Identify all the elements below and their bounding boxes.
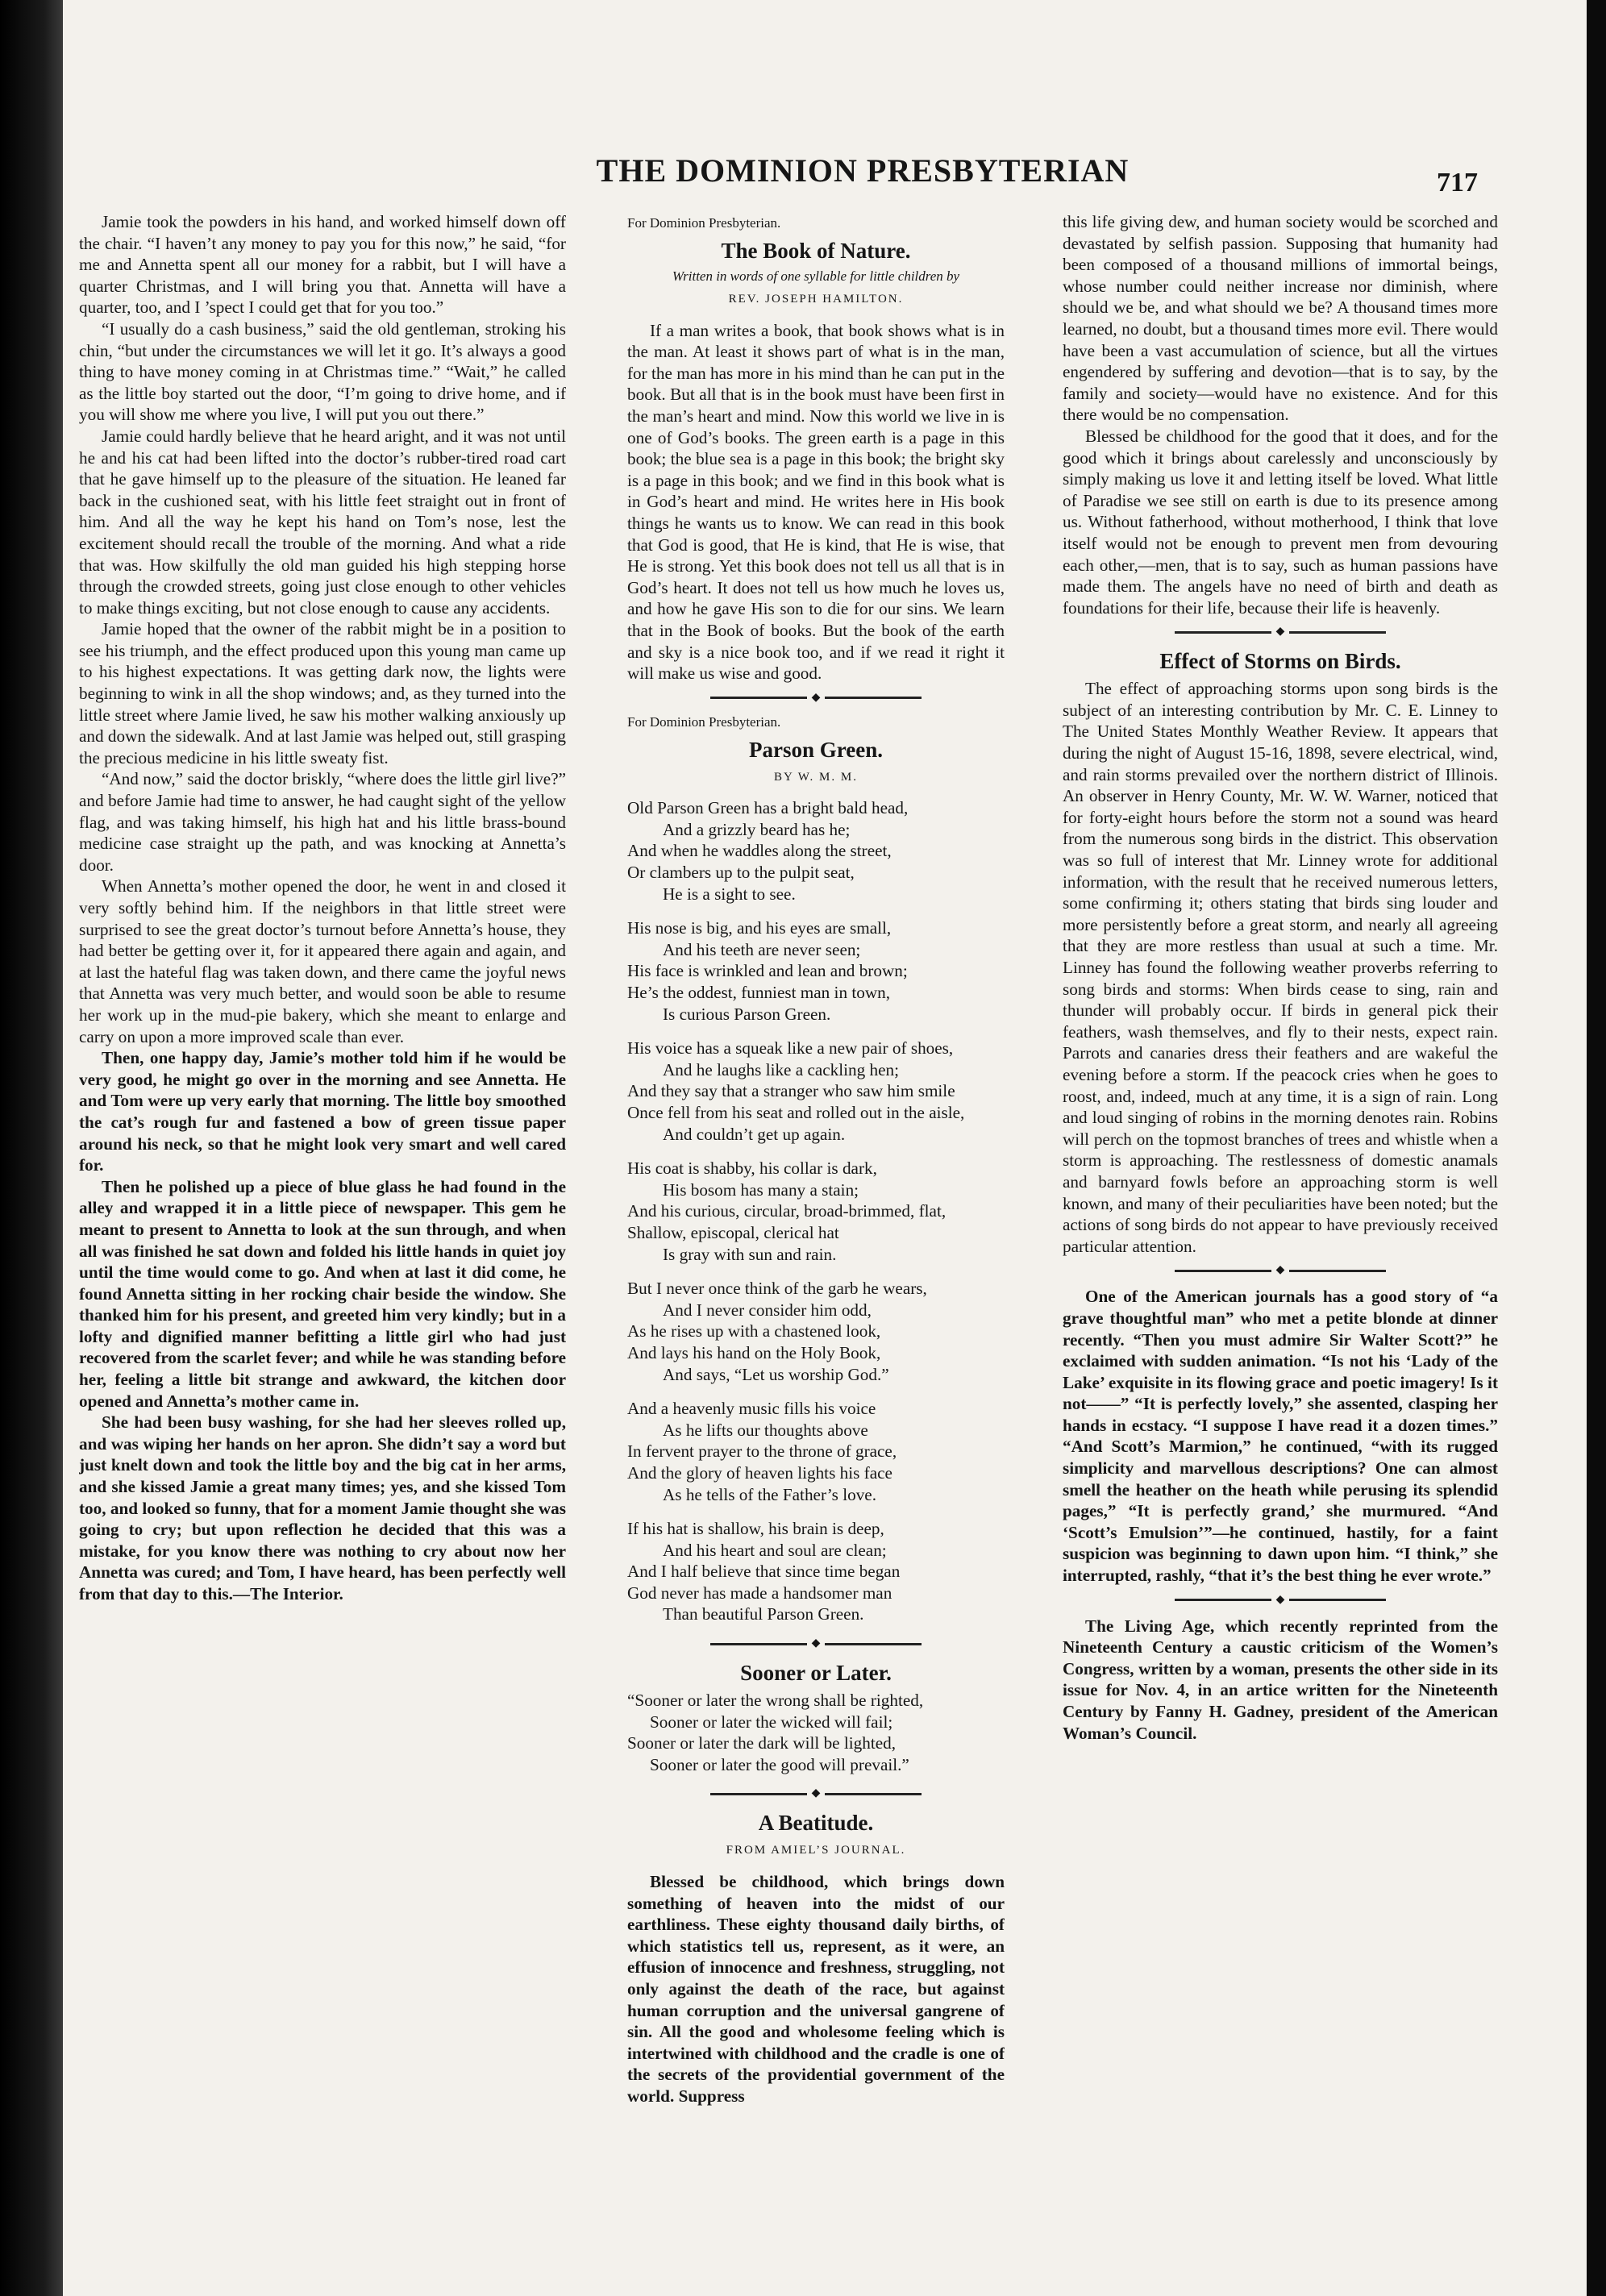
article-title-storms: Effect of Storms on Birds. bbox=[1159, 649, 1401, 674]
column-right bbox=[1063, 211, 1498, 1969]
article-title-beatitude: A Beatitude. bbox=[758, 1811, 874, 1836]
poem-line: As he rises up with a chastened look, bbox=[627, 1321, 881, 1341]
poem-line: Or clambers up to the pulpit seat, bbox=[627, 863, 855, 883]
story-paragraph: Jamie hoped that the owner of the rabbit might be in a position to see his triumph, and the effect produced upon this young man came up to his highest expectations. It was getting dark now, the lights were beginning to wink in all the shop windows; and, as they turned into the little street where Jamie lived, he saw his mother walking anxiously up and down the sidewalk. And at last Jamie was helped out, still grasping the precious medicine in his little sweaty fist. bbox=[79, 619, 566, 767]
poem-line: As he lifts our thoughts above bbox=[663, 1420, 868, 1440]
article-title-parson-green: Parson Green. bbox=[749, 737, 883, 762]
poem-line: But I never once think of the garb he wears, bbox=[627, 1279, 927, 1299]
poem-line: As he tells of the Father’s love. bbox=[663, 1484, 876, 1504]
poem-line: Is curious Parson Green. bbox=[663, 1004, 831, 1024]
section-divider: ◆ bbox=[1063, 1595, 1498, 1606]
poem-line: And his heart and soul are clean; bbox=[663, 1540, 887, 1560]
column-middle bbox=[627, 211, 1005, 2162]
article-title-sooner-or-later: Sooner or Later. bbox=[740, 1661, 892, 1686]
poem-line: And I half believe that since time began bbox=[627, 1562, 901, 1582]
poem-line: And I never consider him odd, bbox=[663, 1300, 872, 1320]
poem-line: His face is wrinkled and lean and brown; bbox=[627, 961, 908, 981]
poem-line: And his teeth are never seen; bbox=[663, 939, 861, 959]
quote-block bbox=[627, 1690, 1005, 1775]
poem-line: He’s the oddest, funniest man in town, bbox=[627, 983, 891, 1003]
article-body: The effect of approaching storms upon song birds is the subject of an interesting contribution by Mr. C. E. Linney to The United States Monthly Weather Review. It appears that during the night of August 15-16, 1898, severe electrical, wind, and rain storms prevailed over the northern district of Illinois. An observer in Henry County, Mr. W. W. Warner, noticed that for forty-eight hours before the storm not a sound was heard from the numerous song birds in the district. This observation was so full of interest that Mr. Linney wrote for additional information, with the result that he received numerous letters, some confirming it; others stating that birds sing louder and more persistently before a great storm, and nearly all agreeing that they are more restless than usual at such a time. Mr. Linney has found the following weather proverbs referring to song birds and storms: When birds cease to sing, rain and thunder will probably occur. If birds in general pick their feathers, wash themselves, and fly to their nests, expect rain. Parrots and canaries dress their feathers and are wakeful the evening before a storm. If the peacock cries when he goes to roost, and, indeed, much at any time, it is a sign of rain. Long and loud singing of robins in the morning denotes rain. Robins will perch on the topmost branches of trees and whistle when a storm is approaching. The restlessness of domestic anamals and barnyard fowls before an approaching storm is well known, and many of their peculiarities have been noted; but the actions of song birds do not appear to have previously received particular attention. bbox=[1063, 679, 1498, 1256]
article-byline: FROM AMIEL’S JOURNAL. bbox=[726, 1844, 906, 1857]
poem-stanza bbox=[627, 797, 1005, 905]
poem-line: Is gray with sun and rain. bbox=[663, 1244, 837, 1264]
section-divider: ◆ bbox=[627, 1788, 1005, 1799]
story-paragraph: Then, one happy day, Jamie’s mother told him if he would be very good, he might go over in the morning and see Annetta. He and Tom were up very early that morning. The little boy smoothed the cat’s rough fur and fastened a bow of green tissue paper around his neck, so that he might look very smart and well cared for. bbox=[79, 1048, 566, 1175]
notice-paragraph: The Living Age, which recently reprinted from the Nineteenth Century a caustic criticism of the Women’s Congress, written by a woman, presents the other side in its issue for Nov. 4, in an artice written for the Nineteenth Century by Fanny H. Gadney, president of the American Woman’s Council. bbox=[1063, 1616, 1498, 1743]
article-title-book-of-nature: The Book of Nature. bbox=[721, 239, 911, 263]
poem-line: His voice has a squeak like a new pair of shoes, bbox=[627, 1038, 954, 1059]
quote-line: Sooner or later the good will prevail.” bbox=[650, 1754, 909, 1774]
poem-stanza bbox=[627, 1278, 1005, 1385]
poem-line: Than beautiful Parson Green. bbox=[663, 1604, 864, 1624]
poem-line: And when he waddles along the street, bbox=[627, 841, 892, 861]
story-paragraph: “I usually do a cash business,” said the old gentleman, stroking his chin, “but under the circumstances we will let it go. It’s always a good thing to have money coming in at Christmas time.” “Wait,” he called as the little boy started out the door, “I’m going to drive home, and if you will show me where you live, I will put you out there.” bbox=[79, 318, 566, 425]
poem-line: Old Parson Green has a bright bald head, bbox=[627, 798, 909, 818]
poem-line: And the glory of heaven lights his face bbox=[627, 1462, 892, 1483]
section-divider: ◆ bbox=[1063, 626, 1498, 638]
column-left bbox=[79, 211, 566, 2162]
quote-line: Sooner or later the wicked will fail; bbox=[650, 1712, 893, 1732]
anecdote-paragraph: One of the American journals has a good story of “a grave thoughtful man” who met a petite blonde at dinner recently. “Then you must admire Sir Walter Scott?” he exclaimed with sudden animation. “Is not his ‘Lady of the Lake’ exquisite in its flowing grace and poetic imagery! Is it not——” “It is perfectly lovely,” she assented, clasping her hands in ecstacy. “I suppose I have read it a dozen times.” “And Scott’s Marmion,” he continued, “with its rugged simplicity and marvellous descriptions? One can almost smell the heather on the heath while perusing its splendid pages,” “It is perfectly grand,’ she murmured. “And ‘Scott’s Emulsion’”—he continued, hastily, for a faint suspicion was beginning to dawn upon him. “I think,” she interrupted, rashly, “that it’s the best thing he ever wrote.” bbox=[1063, 1287, 1498, 1586]
section-divider: ◆ bbox=[627, 693, 1005, 704]
article-body: Blessed be childhood for the good that it does, and for the good which it brings about carelessly and unconsciously by simply making us love it and letting itself be loved. What little of Paradise we see still on earth is due to its presence among us. Without fatherhood, without motherhood, I think that love itself would not be enough to prevent men from devouring each other,—men, that is to say, such as human passions have made them. The angels have no need of birth and death as foundations for their life, because their life is heavenly. bbox=[1063, 426, 1498, 618]
quote-line: Sooner or later the dark will be lighted, bbox=[627, 1733, 897, 1753]
article-byline: BY W. M. M. bbox=[774, 770, 858, 784]
poem-line: And lays his hand on the Holy Book, bbox=[627, 1342, 881, 1362]
poem-line: And they say that a stranger who saw him smile bbox=[627, 1081, 955, 1101]
story-paragraph: She had been busy washing, for she had her sleeves rolled up, and was wiping her hands on her apron. She didn’t say a word but just knelt down and took the little boy and the big cat in her arms, and she kissed Jamie a great many times; yes, and she kissed Tom too, and looked so funny, that for a moment Jamie thought she was going to cry; but upon reflection he decided that this was a mistake, for you know there was nothing to cry about now her Annetta was cured; and Tom, I have heard, has been perfectly well from that day to this.—The Interior. bbox=[79, 1412, 566, 1603]
story-paragraph: When Annetta’s mother opened the door, he went in and closed it very softly behind him. If the neighbors in that little street were surprised to see the great doctor’s turnout before Annetta’s house, they had better be getting over it, for it appeared there again and again, and at last the hateful flag was taken down, and there came the joyful news that Annetta was very much better, and would soon be able to resume her work up in the mud-pie bakery, which she meant to enlarge and carry on upon a more improved scale than ever. bbox=[79, 876, 566, 1046]
poem-stanza bbox=[627, 1518, 1005, 1625]
article-body: Blessed be childhood, which brings down something of heaven into the midst of our earthliness. These eighty thousand daily births, of which statistics tell us, represent, as it were, an effusion of innocence and freshness, struggling, not only against the death of the race, but against human corruption and the universal gangrene of sin. All the good and wholesome feeling which is intertwined with childhood and the cradle is one of the secrets of the providential government of the world. Suppress bbox=[627, 1872, 1005, 2106]
article-subtitle: Written in words of one syllable for little children by bbox=[672, 268, 960, 284]
quote-line: “Sooner or later the wrong shall be righted, bbox=[627, 1691, 924, 1711]
poem-line: If his hat is shallow, his brain is deep, bbox=[627, 1519, 884, 1539]
poem-line: And a grizzly beard has he; bbox=[663, 819, 851, 839]
poem-line: His bosom has many a stain; bbox=[663, 1179, 859, 1200]
poem-stanza bbox=[627, 917, 1005, 1025]
section-divider: ◆ bbox=[627, 1638, 1005, 1649]
masthead bbox=[564, 152, 1161, 189]
poem-line: And couldn’t get up again. bbox=[663, 1124, 846, 1144]
poem-line: And he laughs like a cackling hen; bbox=[663, 1059, 900, 1079]
article-body: this life giving dew, and human society would be scorched and devastated by selfish passion. Supposing that humanity had been composed of a thousand millions of immortal beings, whose number could neither increase nor diminish, where should we be, and what should we be? A thousand times more learned, no doubt, but a thousand times more evil. There would have been a vast accumulation of science, but all the virtues engendered by suffering and devotion—that is to say, by the family and society—would have no existence. And for this there would be no compensation. bbox=[1063, 212, 1498, 425]
poem-line: Once fell from his seat and rolled out in the aisle, bbox=[627, 1103, 965, 1122]
poem-line: Shallow, episcopal, clerical hat bbox=[627, 1222, 839, 1242]
story-paragraph: Then he polished up a piece of blue glass he had found in the alley and wrapped it in a little piece of newspaper. This gem he meant to present to Annetta to look at the sun through, and when all was finished he sat down and folded his little hands in quiet joy until the time would come to go. And when at last it did come, he found Annetta sitting in her rocking chair beside the window. She thanked him for his present, and greeted him very kindly; but in a lofty and dignified manner befitting a little girl who had just recovered from the scarlet fever; and while he was standing before her, feeling a little bit strange and awkward, the kitchen door opened and Annetta’s mother came in. bbox=[79, 1176, 566, 1411]
poem-stanza bbox=[627, 1398, 1005, 1505]
poem-stanza bbox=[627, 1158, 1005, 1265]
story-paragraph: “And now,” said the doctor briskly, “where does the little girl live?” and before Jamie had time to answer, he had caught sight of the yellow flag, and was taking himself, his high hat and his little brass-bound medicine case straight up the path, and was knocking at Annetta’s door. bbox=[79, 769, 566, 875]
poem-line: His coat is shabby, his collar is dark, bbox=[627, 1158, 877, 1179]
poem-line: And a heavenly music fills his voice bbox=[627, 1399, 876, 1419]
story-paragraph: Jamie could hardly believe that he heard aright, and it was not until he and his cat had been lifted into the doctor’s rubber-tired road cart that he gave himself up to the pleasure of the situation. He leaned far back in the cushioned seat, with his little feet straight out in front of him. And all the way he kept his hand on Tom’s nose, lest the excitement should recall the trouble of the morning. And what a ride that was. How skilfully the old man guided his high stepping horse through the crowded streets, going just close enough to other vehicles to make things exciting, but not close enough to cause any accidents. bbox=[79, 426, 566, 618]
poem-line: His nose is big, and his eyes are small, bbox=[627, 918, 892, 938]
poem-stanza bbox=[627, 1038, 1005, 1145]
poem-line: And says, “Let us worship God.” bbox=[663, 1364, 889, 1384]
article-body: If a man writes a book, that book shows what is in the man. At least it shows part of what is in the man, for the man has more in his mind than he can put in the book. But all that is in the book must have been first in the man’s heart and mind. Now this world we live in is one of God’s books. The green earth is a page in this book; the blue sea is a page in this book; the bright sky is a page in this book; and we find in this book what is in God’s heart and mind. He writes here in His book things he wants us to know. We can read in this book that God is good, that He is kind, that He is wise, that He is strong. Yet this book does not tell us all that is in God’s heart. It does not tell us how much he loves us, and how he gave His son to die for our sins. We learn that in the Book of books. But the book of the earth and sky is a nice book too, and if we read it right it will make us wise and good. bbox=[627, 320, 1005, 684]
article-kicker: For Dominion Presbyterian. bbox=[627, 713, 781, 730]
article-byline: REV. JOSEPH HAMILTON. bbox=[728, 293, 904, 306]
page-number: 717 bbox=[1437, 168, 1478, 198]
poem-line: He is a sight to see. bbox=[663, 884, 796, 904]
journal-title: THE DOMINION PRESBYTERIAN bbox=[596, 152, 1130, 189]
poem-line: And his curious, circular, broad-brimmed, flat, bbox=[627, 1201, 947, 1221]
poem-line: In fervent prayer to the throne of grace, bbox=[627, 1441, 897, 1462]
poem-line: God never has made a handsomer man bbox=[627, 1583, 892, 1603]
story-paragraph: Jamie took the powders in his hand, and worked himself down off the chair. “I haven’t any money to pay you for this now,” he said, “for me and Annetta spent all our money for a rabbit, but I will have a quarter Christmas, and I will bring you that. Annetta will have a quarter, too, and I ’spect I could get that for you too.” bbox=[79, 212, 566, 318]
scan-left-edge bbox=[0, 0, 63, 2296]
article-kicker: For Dominion Presbyterian. bbox=[627, 215, 781, 231]
section-divider: ◆ bbox=[1063, 1265, 1498, 1276]
